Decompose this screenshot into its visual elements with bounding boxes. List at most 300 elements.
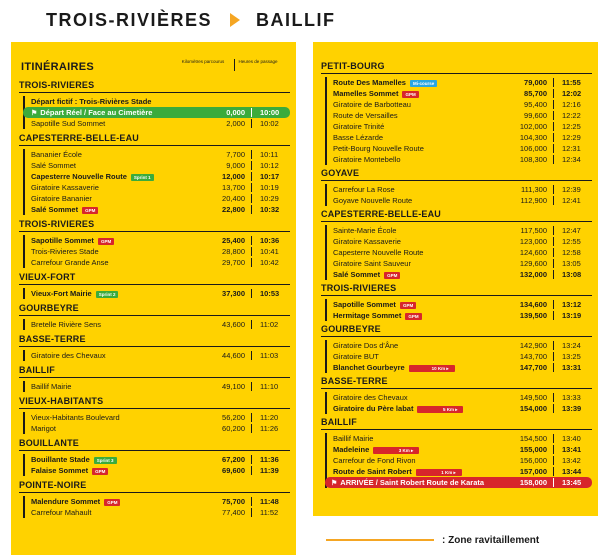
stop-name-cell	[333, 404, 507, 413]
stop-km: 129,600	[519, 259, 547, 268]
stop-row	[333, 99, 592, 110]
section-stops	[325, 299, 592, 321]
stop-km: 143,700	[519, 352, 547, 361]
stop-time: 12:34	[562, 155, 581, 164]
section-title: TROIS-RIVIERES	[321, 283, 397, 293]
stop-name: Giratoire de Barbotteau	[333, 100, 411, 109]
stop-time: 13:39	[562, 404, 582, 413]
stop-name: Bananier École	[31, 150, 82, 159]
stop-km: 12,000	[222, 172, 245, 181]
section-title: CAPESTERRE-BELLE-EAU	[321, 209, 442, 219]
stop-name-cell	[31, 205, 205, 214]
stop-name: Capesterre Nouvelle Route	[333, 248, 424, 257]
stop-km: 28,800	[222, 247, 245, 256]
section-baillif	[19, 365, 290, 392]
section-title: TROIS-RIVIERES	[19, 80, 95, 90]
stop-row	[23, 107, 290, 118]
stop-time: 13:05	[562, 259, 581, 268]
itinerary-title: ITINÉRAIRES	[21, 61, 94, 73]
stop-name-cell	[333, 311, 507, 320]
section-stops	[325, 433, 592, 488]
stop-name: Carrefour Mahault	[31, 508, 92, 517]
stop-time: 12:22	[562, 111, 581, 120]
section-title: PETIT-BOURG	[321, 61, 385, 71]
stop-time: 13:44	[562, 467, 582, 476]
stop-name: Bretelle Rivière Sens	[31, 320, 102, 329]
section-divider	[321, 336, 592, 337]
stop-name: Sapotille Sommet	[31, 236, 94, 245]
stop-row	[31, 496, 290, 507]
section-title: TROIS-RIVIERES	[19, 219, 95, 229]
stop-name-cell	[333, 185, 507, 194]
section-basse-terre	[321, 376, 592, 414]
stop-name-cell	[31, 183, 205, 192]
stop-time: 10:17	[260, 172, 280, 181]
stop-name-cell	[333, 144, 507, 153]
stop-km: 123,000	[519, 237, 547, 246]
stop-time: 13:45	[562, 478, 582, 487]
stop-name-cell	[31, 413, 205, 422]
stop-name: Carrefour Grande Anse	[31, 258, 109, 267]
stop-name-cell	[31, 247, 205, 256]
stop-time: 13:31	[562, 363, 582, 372]
stop-time: 10:42	[260, 258, 279, 267]
stop-name-cell	[333, 78, 507, 87]
stop-km: 85,700	[524, 89, 547, 98]
stop-row	[333, 236, 592, 247]
section-divider	[321, 180, 592, 181]
stop-time: 10:02	[260, 119, 279, 128]
itinerary-header	[19, 57, 290, 77]
stop-row	[31, 412, 290, 423]
stop-name-cell	[333, 237, 507, 246]
stop-name-cell	[333, 270, 507, 279]
section-goyave	[321, 168, 592, 206]
stop-km: 124,600	[519, 248, 547, 257]
stop-name-cell	[333, 133, 507, 142]
section-stops	[23, 288, 290, 299]
stop-name: Giratoire Kassaverie	[333, 237, 401, 246]
stop-km: 69,600	[222, 466, 245, 475]
stop-row	[31, 381, 290, 392]
stop-time: 10:32	[260, 205, 280, 214]
badge-sprint: Sprint 1	[131, 174, 154, 181]
stop-km: 106,000	[519, 144, 547, 153]
stop-name-cell	[333, 456, 507, 465]
stop-name-cell	[333, 196, 507, 205]
stop-name: Giratoire Bananier	[31, 194, 92, 203]
stop-row	[333, 110, 592, 121]
stop-name: Giratoire Dos d'Âne	[333, 341, 399, 350]
section-stops	[325, 225, 592, 280]
section-trois-rivieres	[19, 219, 290, 268]
section-stops	[23, 381, 290, 392]
stop-name-cell	[31, 424, 205, 433]
stop-km: 75,700	[222, 497, 245, 506]
stop-name-cell	[331, 478, 507, 487]
section-divider	[321, 73, 592, 74]
stop-time: 10:36	[260, 236, 280, 245]
stop-row	[333, 433, 592, 444]
stop-time: 10:29	[260, 194, 279, 203]
stop-name-cell	[31, 351, 205, 360]
section-divider	[19, 231, 290, 232]
badge-gpm: GPM	[82, 207, 98, 214]
stop-km: 56,200	[222, 413, 245, 422]
stop-km: 60,200	[222, 424, 245, 433]
stop-name-cell	[31, 320, 205, 329]
stop-name: Baillif Mairie	[333, 434, 374, 443]
section-stops	[23, 454, 290, 476]
stop-row	[333, 225, 592, 236]
supply-zone-line	[326, 539, 434, 541]
stop-row	[333, 340, 592, 351]
stop-km: 22,800	[222, 205, 245, 214]
stop-name-cell	[333, 259, 507, 268]
section-stops	[23, 350, 290, 361]
km-column-header: Kilomètres parcourus	[181, 59, 225, 64]
stop-km: 139,500	[519, 311, 547, 320]
badge-gpm: GPM	[402, 91, 418, 98]
stop-name-cell	[31, 161, 205, 170]
stop-time: 11:26	[260, 424, 279, 433]
section-stops	[23, 412, 290, 434]
section-title: GOURBEYRE	[321, 324, 381, 334]
stop-name: Carrefour La Rose	[333, 185, 395, 194]
stop-time: 10:11	[260, 150, 279, 159]
section-title: CAPESTERRE-BELLE-EAU	[19, 133, 140, 143]
stop-name: Route Des Mamelles	[333, 78, 406, 87]
stop-km: 149,500	[519, 393, 547, 402]
badge-km: 1 Km ▸	[416, 469, 462, 476]
stop-name: ARRIVÉE / Saint Robert Route de Karata	[340, 478, 485, 487]
stop-km: 13,700	[222, 183, 245, 192]
section-divider	[19, 346, 290, 347]
section-stops	[325, 77, 592, 165]
stop-time: 11:02	[260, 320, 279, 329]
stop-km: 132,000	[519, 270, 547, 279]
flag-icon: ⚑	[31, 110, 38, 117]
stop-name: Giratoire du Père labat	[333, 404, 414, 413]
stop-km: 95,400	[524, 100, 547, 109]
section-divider	[321, 429, 592, 430]
stop-time: 11:36	[260, 455, 279, 464]
stop-time: 11:39	[260, 466, 279, 475]
stop-row	[325, 477, 592, 488]
legend-label: : Zone ravitaillement	[442, 534, 540, 546]
stop-row	[333, 269, 592, 280]
stop-name: Giratoire Saint Sauveur	[333, 259, 411, 268]
section-title: BOUILLANTE	[19, 438, 79, 448]
stop-time: 13:12	[562, 300, 582, 309]
stop-km: 9,000	[226, 161, 245, 170]
section-title: BAILLIF	[321, 417, 357, 427]
stop-row	[31, 246, 290, 257]
section-stops	[325, 340, 592, 373]
stop-name-cell	[333, 393, 507, 402]
section-baillif	[321, 417, 592, 488]
route-title	[46, 9, 336, 31]
stop-time: 10:41	[260, 247, 279, 256]
stop-name: Départ fictif : Trois-Rivières Stade	[31, 97, 152, 106]
stop-row	[31, 454, 290, 465]
section-title: GOURBEYRE	[19, 303, 79, 313]
stop-name-cell	[31, 119, 205, 128]
stop-row	[31, 160, 290, 171]
section-bouillante	[19, 438, 290, 476]
stop-time: 12:29	[562, 133, 581, 142]
stop-name-cell	[333, 434, 507, 443]
header-divider	[234, 59, 235, 71]
stop-name: Madeleine	[333, 445, 370, 454]
stop-name-cell	[31, 382, 205, 391]
section-divider	[19, 450, 290, 451]
stop-name-cell	[31, 466, 205, 475]
stop-row	[333, 77, 592, 88]
stop-time: 13:33	[562, 393, 581, 402]
badge-gpm: GPM	[98, 238, 114, 245]
stop-time: 13:40	[562, 434, 581, 443]
section-divider	[19, 377, 290, 378]
itinerary-panel-left	[11, 42, 296, 555]
badge-gpm: GPM	[384, 272, 400, 279]
stop-row	[31, 235, 290, 246]
stop-km: 43,600	[222, 320, 245, 329]
section-divider	[321, 388, 592, 389]
badge-gpm: GPM	[104, 499, 120, 506]
stop-time: 12:31	[562, 144, 581, 153]
stop-name: Hermitage Sommet	[333, 311, 402, 320]
stop-row	[31, 507, 290, 518]
stop-name-cell	[333, 226, 507, 235]
stop-time: 13:08	[562, 270, 582, 279]
stop-time: 10:00	[260, 108, 280, 117]
stop-km: 154,500	[519, 434, 547, 443]
stop-row	[31, 96, 290, 107]
stop-name-cell	[31, 97, 205, 106]
route-end: BAILLIF	[256, 9, 336, 30]
stop-name-cell	[333, 363, 507, 372]
stop-name: Capesterre Nouvelle Route	[31, 172, 127, 181]
badge-km: 10 Km ▸	[409, 365, 455, 372]
section-capesterre-belle-eau	[19, 133, 290, 215]
stop-km: 117,500	[520, 226, 547, 235]
legend	[326, 530, 539, 550]
stop-time: 11:52	[260, 508, 279, 517]
stop-km: 99,600	[524, 111, 547, 120]
stop-name: Petit-Bourg Nouvelle Route	[333, 144, 424, 153]
stop-time: 13:42	[562, 456, 581, 465]
stop-name: Bouillante Stade	[31, 455, 90, 464]
stop-time: 12:58	[562, 248, 581, 257]
stop-name: Route de Saint Robert	[333, 467, 412, 476]
stop-row	[333, 88, 592, 99]
stop-name: Blanchet Gourbeyre	[333, 363, 405, 372]
stop-name: Vieux-Fort Mairie	[31, 289, 92, 298]
stop-km: 157,000	[519, 467, 547, 476]
stop-time: 13:41	[562, 445, 582, 454]
stop-name: Sapotille Sud Sommet	[31, 119, 106, 128]
stop-time: 10:53	[260, 289, 280, 298]
stop-time: 13:24	[562, 341, 581, 350]
stop-name: Carrefour de Fond Rivon	[333, 456, 416, 465]
stop-name: Malendure Sommet	[31, 497, 101, 506]
stop-name-cell	[333, 445, 507, 454]
stop-time: 11:10	[260, 382, 279, 391]
stop-row	[333, 184, 592, 195]
stop-time: 10:12	[260, 161, 279, 170]
section-trois-rivieres	[321, 283, 592, 321]
stop-row	[333, 466, 592, 477]
stop-time: 12:25	[562, 122, 581, 131]
stop-km: 77,400	[222, 508, 245, 517]
stop-km: 104,300	[519, 133, 547, 142]
badge-pm: Mi-course	[410, 80, 437, 87]
stop-km: 79,000	[524, 78, 547, 87]
stop-name-cell	[31, 289, 205, 298]
stop-row	[333, 154, 592, 165]
section-stops	[325, 392, 592, 414]
section-title: GOYAVE	[321, 168, 360, 178]
section-title: POINTE-NOIRE	[19, 480, 87, 490]
section-title: VIEUX-HABITANTS	[19, 396, 104, 406]
stop-km: 29,700	[222, 258, 245, 267]
stop-name: Départ Réel / Face au Cimetière	[40, 108, 153, 117]
stop-name-cell	[333, 467, 507, 476]
stop-name-cell	[333, 352, 507, 361]
section-vieux-fort	[19, 272, 290, 299]
section-stops	[23, 319, 290, 330]
section-divider	[321, 295, 592, 296]
stop-row	[333, 403, 592, 414]
section-trois-rivieres	[19, 80, 290, 129]
stop-name-cell	[333, 122, 507, 131]
stop-name-cell	[333, 248, 507, 257]
stop-km: 112,900	[520, 196, 547, 205]
section-divider	[19, 315, 290, 316]
stop-row	[31, 319, 290, 330]
stop-name: Salé Sommet	[31, 205, 79, 214]
stop-time: 10:19	[260, 183, 279, 192]
stop-time: 11:48	[260, 497, 279, 506]
stop-time: 13:19	[562, 311, 582, 320]
stop-name: Vieux-Habitants Boulevard	[31, 413, 120, 422]
section-stops	[23, 96, 290, 129]
stop-name: Salé Sommet	[333, 270, 381, 279]
section-stops	[23, 496, 290, 518]
stop-row	[333, 258, 592, 269]
section-gourbeyre	[321, 324, 592, 373]
stop-row	[333, 455, 592, 466]
stop-time: 12:55	[562, 237, 581, 246]
itinerary-panel-right	[313, 42, 598, 516]
stop-row	[333, 351, 592, 362]
stop-km: 7,700	[226, 150, 245, 159]
section-gourbeyre	[19, 303, 290, 330]
section-title: BASSE-TERRE	[321, 376, 388, 386]
section-vieux-habitants	[19, 396, 290, 434]
section-divider	[321, 221, 592, 222]
section-title: BASSE-TERRE	[19, 334, 86, 344]
stop-km: 155,000	[519, 445, 547, 454]
stop-name: Giratoire BUT	[333, 352, 379, 361]
stop-time: 12:16	[562, 100, 581, 109]
stop-km: 156,000	[519, 456, 547, 465]
stop-name-cell	[31, 455, 205, 464]
stop-name-cell	[31, 108, 205, 117]
stop-time: 13:25	[562, 352, 581, 361]
stop-row	[333, 143, 592, 154]
stop-time: 12:47	[562, 226, 581, 235]
stop-row	[31, 182, 290, 193]
route-arrow-icon	[230, 13, 240, 27]
stop-row	[333, 392, 592, 403]
stop-row	[333, 362, 592, 373]
stop-name-cell	[31, 236, 205, 245]
stop-km: 102,000	[519, 122, 547, 131]
stop-km: 20,400	[222, 194, 245, 203]
section-petit-bourg	[321, 61, 592, 165]
stop-name: Falaise Sommet	[31, 466, 89, 475]
stop-row	[31, 423, 290, 434]
section-title: VIEUX-FORT	[19, 272, 76, 282]
section-stops	[23, 149, 290, 215]
route-start: TROIS-RIVIÈRES	[46, 9, 213, 30]
stop-time: 11:03	[260, 351, 279, 360]
stop-time: 11:20	[260, 413, 279, 422]
stop-name: Basse Lézarde	[333, 133, 384, 142]
badge-km: 5 Km ▸	[417, 406, 463, 413]
stop-name: Mamelles Sommet	[333, 89, 399, 98]
badge-sprint: Sprint 2	[96, 291, 119, 298]
section-divider	[19, 492, 290, 493]
stop-row	[31, 350, 290, 361]
stop-km: 49,100	[222, 382, 245, 391]
column-divider	[251, 97, 252, 106]
stop-km: 134,600	[519, 300, 547, 309]
stop-name: Baillif Mairie	[31, 382, 72, 391]
stop-name: Route de Versailles	[333, 111, 398, 120]
stop-km: 67,200	[222, 455, 245, 464]
stop-name: Sapotille Sommet	[333, 300, 396, 309]
stop-name: Giratoire Trinité	[333, 122, 385, 131]
stop-row	[333, 310, 592, 321]
stop-name: Giratoire Montebello	[333, 155, 401, 164]
section-stops	[23, 235, 290, 268]
stop-time: 12:02	[562, 89, 582, 98]
stop-name: Marigot	[31, 424, 57, 433]
stop-row	[31, 149, 290, 160]
stop-name-cell	[333, 100, 507, 109]
stop-name: Salé Sommet	[31, 161, 77, 170]
section-divider	[19, 145, 290, 146]
stop-name-cell	[333, 341, 507, 350]
stop-name: Goyave Nouvelle Route	[333, 196, 413, 205]
stop-km: 158,000	[519, 478, 547, 487]
stop-name-cell	[31, 258, 205, 267]
stop-name-cell	[333, 155, 507, 164]
stop-row	[31, 118, 290, 129]
stop-km: 2,000	[226, 119, 245, 128]
stop-time: 11:55	[562, 78, 581, 87]
stop-row	[31, 193, 290, 204]
stop-name: Giratoire des Chevaux	[31, 351, 106, 360]
stop-row	[31, 171, 290, 182]
stop-name-cell	[31, 150, 205, 159]
badge-gpm: GPM	[405, 313, 421, 320]
section-divider	[19, 284, 290, 285]
badge-sprint: Sprint 3	[94, 457, 117, 464]
